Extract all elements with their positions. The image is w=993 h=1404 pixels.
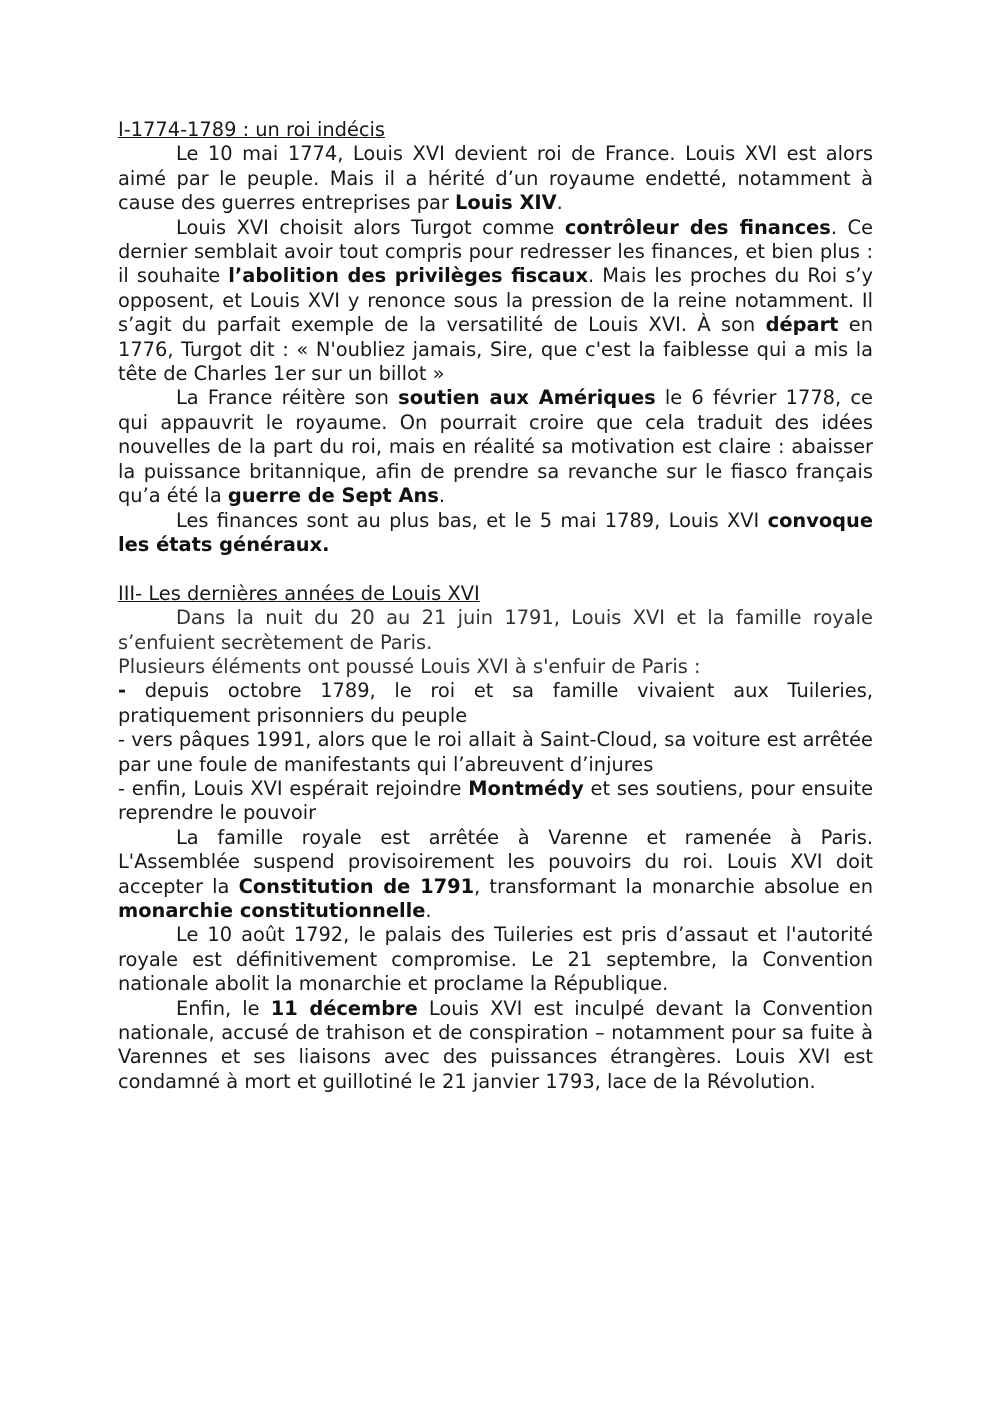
bold-term: convoque les états généraux. <box>118 508 873 556</box>
section-3-list-item-1 <box>118 679 873 728</box>
text-run: le 6 février 1778, ce qui appauvrit le royaume. On pourrait croire que cela traduit des idées nouvelles de la part du roi, mais en réalité sa motivation est claire : abaisser la puissance britannique, afin de prendre sa revanche sur le fiasco français qu’a été la <box>118 386 873 508</box>
bold-term: Montmédy <box>468 776 584 800</box>
section-3-list-item-3 <box>118 777 873 826</box>
text-run: en 1776, Turgot dit : « N'oubliez jamais, Sire, que c'est la faiblesse qui a mis la tête de Charles 1er sur un billot » <box>118 313 873 386</box>
bold-term: Constitution de 1791 <box>238 874 475 898</box>
section-1-paragraph-2 <box>118 216 873 387</box>
text-run: . Ce dernier semblait avoir tout compris pour redresser les finances, et bien plus : il souhaite <box>118 215 873 288</box>
text-run: depuis octobre 1789, le roi et sa famille vivaient aux Tuileries, pratiquement prisonniers du peuple <box>118 679 873 727</box>
text-run: Les finances sont au plus bas, et le 5 mai 1789, Louis XVI <box>176 508 768 532</box>
text-run: , transformant la monarchie absolue en <box>474 874 873 898</box>
bold-term: 11 décembre <box>270 996 418 1020</box>
section-3-paragraph-1: Dans la nuit du 20 au 21 juin 1791, Louis XVI et la famille royale s’enfuient secrètement de Paris. <box>118 606 873 654</box>
bold-term: départ <box>765 313 839 337</box>
bold-term: l’abolition des privilèges fiscaux <box>228 264 588 288</box>
section-3-list-item-2: - vers pâques 1991, alors que le roi allait à Saint-Cloud, sa voiture est arrêtée par une foule de manifestants qui l’abreuvent d’injures <box>118 728 873 776</box>
section-1-paragraph-1 <box>118 142 873 215</box>
section-3-paragraph-3: Le 10 août 1792, le palais des Tuileries est pris d’assaut et l'autorité royale est définitivement compromise. Le 21 septembre, la Convention nationale abolit la monarchie et proclame la République. <box>118 923 873 996</box>
text-run: La famille royale est arrêtée à Varenne et ramenée à Paris. L'Assemblée suspend provisoirement les pouvoirs du roi. Louis XVI doit accepter la <box>118 825 873 898</box>
section-3-heading: III- Les dernières années de Louis XVI <box>118 581 480 605</box>
bold-term: contrôleur des finances <box>564 215 831 239</box>
text-run: et ses soutiens, pour ensuite reprendre le pouvoir <box>118 776 874 825</box>
text-run: Le 10 mai 1774, Louis XVI devient roi de France. Louis XVI est alors aimé par le peuple. Mais il a hérité d’un royaume endetté, notamment à cause des guerres entreprises par <box>118 142 873 215</box>
bold-term: Louis XIV <box>455 191 557 215</box>
section-1-heading: I-1774-1789 : un roi indécis <box>118 118 386 141</box>
text-run: Enfin, le <box>176 996 271 1020</box>
section-1-paragraph-3 <box>118 386 873 508</box>
bullet-dash: - <box>118 679 127 703</box>
blank-line <box>118 557 873 581</box>
bold-term: monarchie constitutionnelle <box>118 898 426 922</box>
section-3-list-intro: Plusieurs éléments ont poussé Louis XVI à s'enfuir de Paris : <box>118 654 701 678</box>
text-run: . Mais les proches du Roi s’y opposent, et Louis XVI y renonce sous la pression de la reine notamment. Il s’agit du parfait exemple de la versatilité de Louis XVI. À son <box>118 264 873 337</box>
document-page <box>118 118 873 1094</box>
bold-term: guerre de Sept Ans <box>227 484 439 508</box>
section-3-paragraph-4 <box>118 997 873 1095</box>
text-run: - enfin, Louis XVI espérait rejoindre <box>118 776 469 800</box>
text-run: Louis XVI choisit alors Turgot comme <box>176 215 565 239</box>
section-3-paragraph-2 <box>118 826 873 924</box>
section-1-paragraph-4 <box>118 509 873 558</box>
text-run: Louis XVI est inculpé devant la Convention nationale, accusé de trahison et de conspiration – notamment pour sa fuite à Varennes et ses liaisons avec des puissances étrangères. Louis XVI est condamné à mort et guillotiné le 21 janvier 1793, lace de la Révolution. <box>118 996 873 1093</box>
text-run: . <box>425 898 432 922</box>
bold-term: soutien aux Amériques <box>398 386 656 410</box>
text-run: La France réitère son <box>176 386 399 410</box>
text-run: . <box>556 191 563 215</box>
text-run: . <box>438 484 446 508</box>
